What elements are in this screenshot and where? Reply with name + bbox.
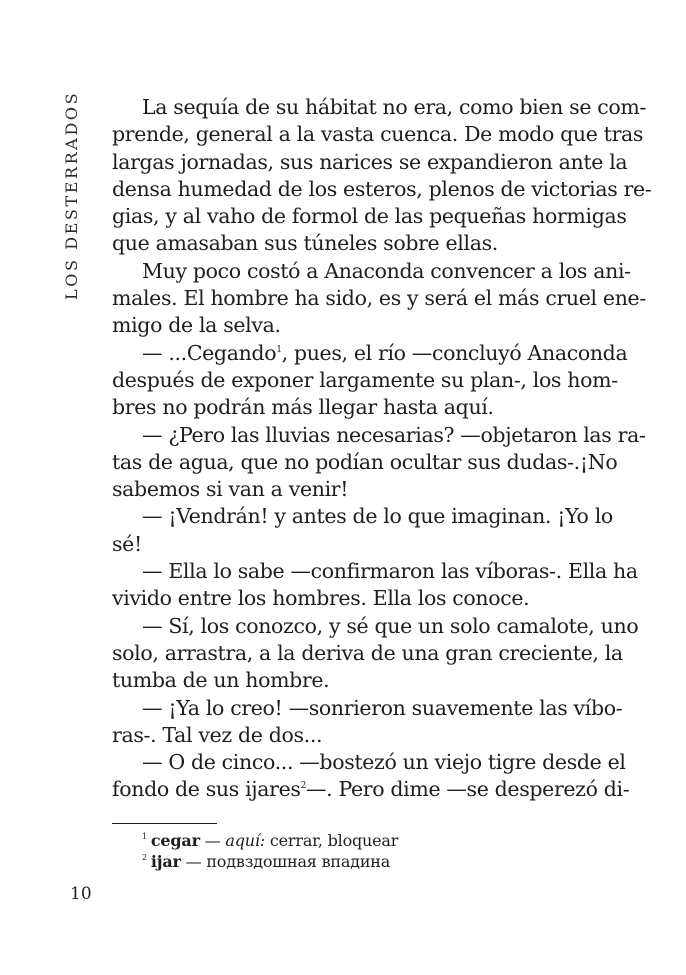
footnote-term: ijar	[150, 852, 181, 871]
text-line: — ¡Ya lo creo! —sonrieron suavemente las víbo-	[142, 695, 623, 720]
text-fragment: — ...Cegando	[142, 340, 277, 365]
footnote-reference[interactable]: 1	[276, 344, 282, 355]
text-fragment: , pues, el río —concluyó Anaconda	[281, 340, 628, 365]
footnote-definition: cerrar, bloquear	[265, 831, 399, 850]
text-line: sabemos si van a venir!	[112, 477, 349, 502]
footnote-divider	[112, 823, 217, 824]
footnote-dash: —	[199, 831, 226, 850]
text-fragment: —. Pero dime —se desperezó di-	[305, 777, 630, 802]
text-line: después de exponer largamente su plan-, los hom-	[112, 367, 618, 392]
text-line: tumba de un hombre.	[112, 668, 330, 693]
text-line: largas jornadas, sus narices se expandieron ante la	[112, 149, 628, 174]
footnote-mark: 1	[142, 832, 147, 841]
text-line: prende, general a la vasta cuenca. De modo que tras	[112, 122, 644, 147]
footnote-item	[142, 830, 398, 851]
text-line: La sequía de su hábitat no era, como bien se com-	[142, 95, 647, 119]
footnote-dash: —	[180, 852, 207, 871]
footnotes	[142, 830, 398, 872]
footnote-term: cegar	[150, 831, 200, 850]
text-line: — O de cinco... —bostezó un viejo tigre desde el	[142, 750, 626, 775]
text-line: sé!	[112, 531, 142, 556]
running-head: LOS DESTERRADOS	[62, 90, 81, 300]
text-line: — ¡Vendrán! y antes de lo que imaginan. ¡Yo lo	[142, 504, 613, 529]
text-line: — ¿Pero las lluvias necesarias? —objetaron las ra-	[142, 422, 646, 447]
footnote-definition: подвздошная впадина	[206, 852, 391, 871]
text-line	[112, 776, 630, 803]
text-line: vivido entre los hombres. Ella los conoce.	[112, 586, 530, 611]
body-text	[112, 94, 652, 804]
text-line: Muy poco costó a Anaconda convencer a los ani-	[142, 258, 631, 283]
text-line: densa humedad de los esteros, plenos de victorias re-	[112, 176, 652, 201]
page-number: 10	[70, 884, 92, 904]
footnote-reference[interactable]: 2	[300, 781, 306, 792]
text-line: tas de agua, que no podían ocultar sus dudas-.¡No	[112, 449, 618, 474]
text-line	[112, 340, 628, 367]
text-line: que amasaban sus túneles sobre ellas.	[112, 231, 498, 256]
text-line: ras-. Tal vez de dos...	[112, 722, 323, 747]
text-line: — Sí, los conozco, y sé que un solo camalote, uno	[142, 613, 639, 638]
text-fragment: fondo de sus ijares	[112, 777, 301, 802]
footnote-note: aquí:	[225, 831, 265, 850]
text-line: solo, arrastra, a la deriva de una gran creciente, la	[112, 640, 623, 665]
text-line: males. El hombre ha sido, es y será el más cruel ene-	[112, 286, 646, 311]
text-line: migo de la selva.	[112, 313, 281, 338]
text-line: bres no podrán más llegar hasta aquí.	[112, 395, 494, 420]
text-line: gias, y al vaho de formol de las pequeñas hormigas	[112, 204, 627, 229]
footnote-mark: 2	[142, 853, 147, 862]
footnote-item	[142, 851, 398, 872]
text-line: — Ella lo sabe —confirmaron las víboras-. Ella ha	[142, 559, 638, 584]
